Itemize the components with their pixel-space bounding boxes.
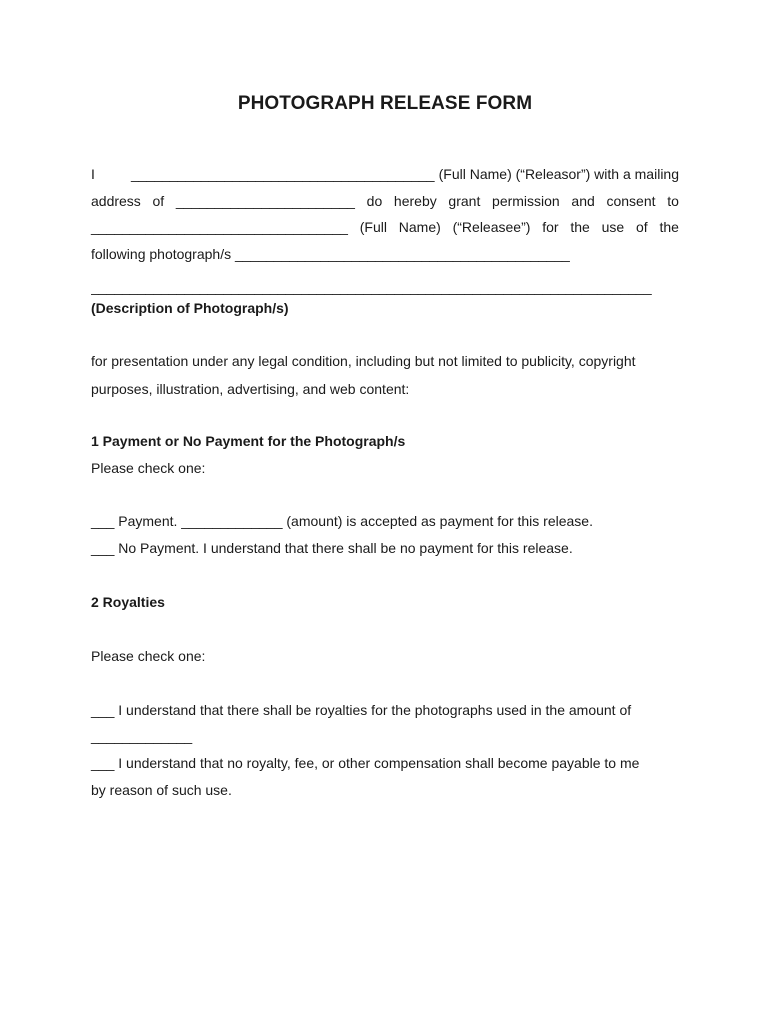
intro-line-3-word: Name): [398, 219, 441, 235]
no-payment-option: ___ No Payment. I understand that there shall be no payment for this release.: [91, 540, 573, 556]
intro-line-2-word: address: [91, 193, 141, 209]
no-royalties-option: ___ I understand that no royalty, fee, or other compensation shall become payable to me: [91, 755, 640, 771]
intro-line-3-word: for: [542, 219, 559, 235]
intro-line-3-word: of: [635, 219, 648, 235]
intro-line-1-prefix: I: [91, 166, 95, 182]
intro-line-2-word: of: [152, 193, 165, 209]
intro-line-2-word: hereby: [393, 193, 437, 209]
intro-line-2: [91, 192, 679, 210]
intro-line-3-word: use: [601, 219, 625, 235]
releasor-name-blank: _______________________________________: [130, 166, 435, 182]
intro-line-2-word: do: [366, 193, 383, 209]
description-label: (Description of Photograph/s): [91, 300, 289, 316]
intro-line-2-word: to: [667, 193, 679, 209]
intro-line-3-word: the: [659, 219, 679, 235]
no-royalties-option-continued: by reason of such use.: [91, 782, 232, 798]
intro-line-2-word: permission: [492, 193, 560, 209]
intro-line-3-word: (Full: [359, 219, 387, 235]
intro-line-1: [91, 165, 679, 183]
intro-line-1-rest: [131, 165, 679, 183]
mailing-address-blank: _______________________: [175, 193, 355, 209]
intro-line-1-suffix: (Full Name) (“Releasor”) with a mailing: [438, 166, 679, 182]
presentation-line-1: for presentation under any legal condition, including but not limited to publicity, copyright: [91, 353, 636, 369]
intro-line-2-word: consent: [606, 193, 656, 209]
releasee-name-blank: _________________________________: [91, 219, 348, 235]
intro-line-2-word: grant: [448, 193, 481, 209]
page-title: PHOTOGRAPH RELEASE FORM: [237, 93, 533, 114]
description-blank: ________________________________________________________________________: [91, 279, 652, 295]
section-2-heading: 2 Royalties: [91, 594, 165, 610]
royalties-amount-blank: _____________: [91, 728, 193, 744]
intro-line-4: following photograph/s ___________________________________________: [91, 246, 570, 262]
intro-line-2-word: and: [571, 193, 595, 209]
section-2-instruction: Please check one:: [91, 648, 206, 664]
intro-line-3-word: (“Releasee”): [452, 219, 531, 235]
intro-line-3-word: the: [570, 219, 590, 235]
presentation-line-2: purposes, illustration, advertising, and web content:: [91, 381, 410, 397]
intro-line-3: [91, 218, 679, 236]
payment-option: ___ Payment. _____________ (amount) is accepted as payment for this release.: [91, 513, 593, 529]
royalties-option: ___ I understand that there shall be royalties for the photographs used in the amount of: [91, 702, 632, 718]
section-1-heading: 1 Payment or No Payment for the Photograph/s: [91, 433, 406, 449]
section-1-instruction: Please check one:: [91, 460, 206, 476]
